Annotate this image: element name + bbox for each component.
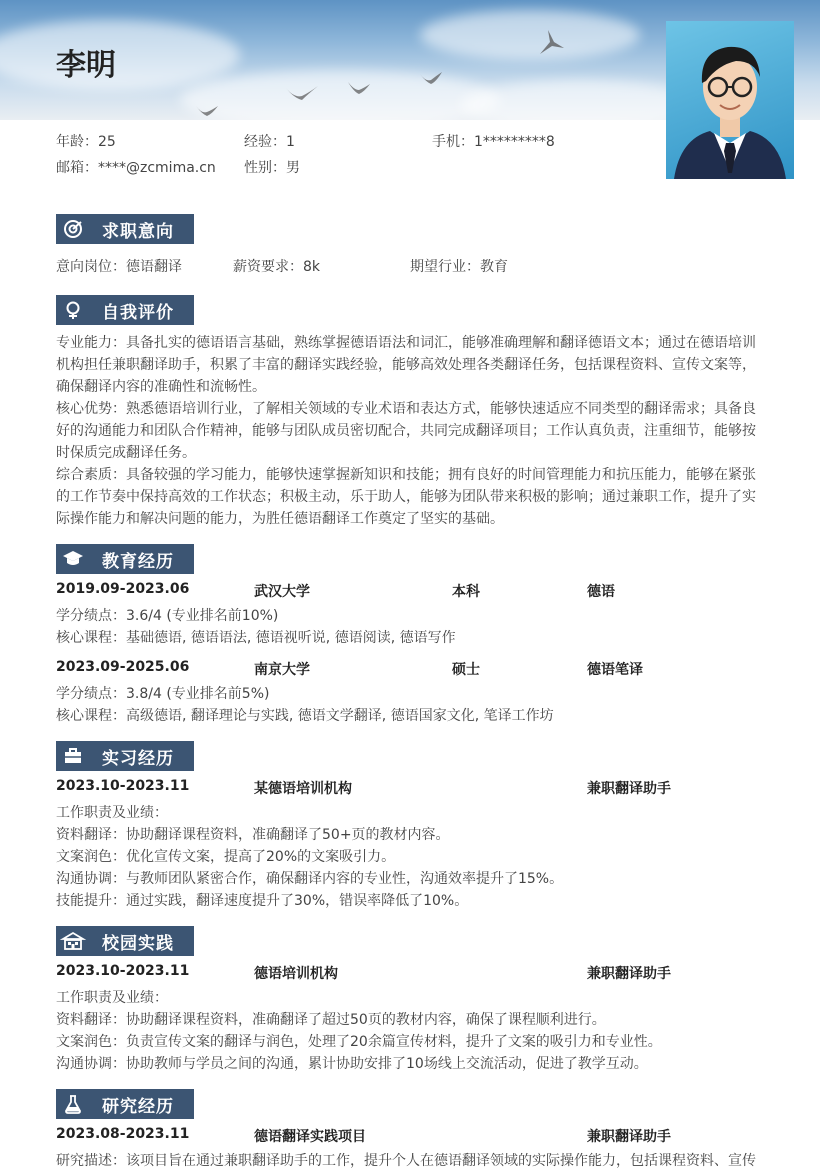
cloud-decoration bbox=[460, 80, 700, 130]
profile-photo bbox=[666, 21, 794, 179]
candidate-name: 李明 bbox=[56, 48, 116, 83]
gender-field: 性别：男 bbox=[244, 160, 300, 176]
internship-org: 某德语培训机构 bbox=[254, 781, 352, 797]
campus-line: 资料翻译：协助翻译课程资料，准确翻译了超过50页的教材内容，确保了课程顺利进行。 bbox=[56, 1012, 606, 1028]
avatar-illustration bbox=[666, 21, 794, 179]
internship-line: 文案润色：优化宣传文案，提高了20%的文案吸引力。 bbox=[56, 849, 396, 865]
campus-period: 2023.10-2023.11 bbox=[56, 963, 190, 979]
internship-line: 技能提升：通过实践，翻译速度提升了30%，错误率降低了10%。 bbox=[56, 893, 469, 909]
school-building-icon bbox=[58, 926, 88, 956]
education-school: 南京大学 bbox=[254, 662, 310, 678]
research-project: 德语翻译实践项目 bbox=[254, 1129, 366, 1145]
research-entry-header bbox=[56, 1126, 768, 1148]
section-job-intent bbox=[56, 214, 194, 244]
bird-icon bbox=[194, 104, 220, 118]
briefcase-icon bbox=[58, 741, 88, 771]
research-role: 兼职翻译助手 bbox=[587, 1129, 671, 1145]
section-title-text: 校园实践 bbox=[102, 933, 174, 954]
campus-entry-header bbox=[56, 963, 768, 985]
internship-entry-header bbox=[56, 778, 768, 800]
education-major: 德语笔译 bbox=[587, 662, 643, 678]
target-icon bbox=[58, 214, 88, 244]
internship-line: 资料翻译：协助翻译课程资料，准确翻译了50+页的教材内容。 bbox=[56, 827, 450, 843]
campus-role: 兼职翻译助手 bbox=[587, 966, 671, 982]
bird-icon bbox=[346, 80, 372, 96]
campus-line: 工作职责及业绩： bbox=[56, 990, 168, 1006]
cloud-decoration bbox=[420, 10, 640, 60]
flask-icon bbox=[58, 1089, 88, 1119]
section-title-text: 研究经历 bbox=[102, 1096, 174, 1117]
section-education bbox=[56, 544, 194, 574]
section-title-text: 自我评价 bbox=[102, 302, 174, 323]
education-major: 德语 bbox=[587, 584, 615, 600]
section-campus-practice bbox=[56, 926, 194, 956]
cloud-decoration bbox=[180, 70, 500, 130]
education-period: 2023.09-2025.06 bbox=[56, 659, 190, 675]
research-description: 研究描述：该项目旨在通过兼职翻译助手的工作，提升个人在德语翻译领域的实际操作能力，包括课程资料、宣传 bbox=[56, 1153, 756, 1169]
research-period: 2023.08-2023.11 bbox=[56, 1126, 190, 1142]
internship-period: 2023.10-2023.11 bbox=[56, 778, 190, 794]
bird-icon bbox=[418, 70, 444, 86]
education-period: 2019.09-2023.06 bbox=[56, 581, 190, 597]
internship-line: 工作职责及业绩： bbox=[56, 805, 168, 821]
section-research bbox=[56, 1089, 194, 1119]
education-degree: 本科 bbox=[452, 584, 480, 600]
experience-field: 经验：1 bbox=[244, 134, 295, 150]
intent-industry: 期望行业：教育 bbox=[410, 259, 508, 275]
campus-line: 文案润色：负责宣传文案的翻译与润色，处理了20余篇宣传材料，提升了文案的吸引力和专业性。 bbox=[56, 1034, 662, 1050]
graduation-cap-icon bbox=[58, 544, 88, 574]
self-eval-strengths: 核心优势：熟悉德语培训行业，了解相关领域的专业术语和表达方式，能够快速适应不同类型的翻译需求；具备良好的沟通能力和团队合作精神，能够与团队成员密切配合，共同完成翻译项目；工作认真负责，注重细节，能够按时保质完成翻译任务。 bbox=[56, 401, 756, 461]
education-entry-header bbox=[56, 659, 768, 681]
lightbulb-icon bbox=[58, 295, 88, 325]
education-entry-header bbox=[56, 581, 768, 603]
internship-role: 兼职翻译助手 bbox=[587, 781, 671, 797]
intent-position: 意向岗位：德语翻译 bbox=[56, 259, 182, 275]
campus-org: 德语培训机构 bbox=[254, 966, 338, 982]
education-gpa: 学分绩点：3.6/4 (专业排名前10%) bbox=[56, 608, 279, 624]
education-courses: 核心课程：基础德语, 德语语法, 德语视听说, 德语阅读, 德语写作 bbox=[56, 630, 456, 646]
cloud-decoration bbox=[0, 20, 240, 90]
phone-field: 手机：1*********8 bbox=[432, 134, 555, 150]
section-title-text: 求职意向 bbox=[102, 221, 174, 242]
self-eval-overall: 综合素质：具备较强的学习能力，能够快速掌握新知识和技能；拥有良好的时间管理能力和抗压能力，能够在紧张的工作节奏中保持高效的工作状态；积极主动，乐于助人，能够为团队带来积极的影响；通过兼职工作，提升了实际操作能力和解决问题的能力，为胜任德语翻译工作奠定了坚实的基础。 bbox=[56, 467, 756, 527]
education-gpa: 学分绩点：3.8/4 (专业排名前5%) bbox=[56, 686, 270, 702]
campus-line: 沟通协调：协助教师与学员之间的沟通，累计协助安排了10场线上交流活动，促进了教学互动。 bbox=[56, 1056, 648, 1072]
intent-salary: 薪资要求：8k bbox=[233, 259, 321, 275]
education-school: 武汉大学 bbox=[254, 584, 310, 600]
internship-line: 沟通协调：与教师团队紧密合作，确保翻译内容的专业性，沟通效率提升了15%。 bbox=[56, 871, 564, 887]
education-degree: 硕士 bbox=[452, 662, 480, 678]
self-eval-professional: 专业能力：具备扎实的德语语言基础，熟练掌握德语语法和词汇，能够准确理解和翻译德语文本；通过在德语培训机构担任兼职翻译助手，积累了丰富的翻译实践经验，能够高效处理各类翻译任务，包括课程资料、宣传文案等，确保翻译内容的准确性和流畅性。 bbox=[56, 335, 756, 395]
section-title-text: 教育经历 bbox=[102, 551, 174, 572]
section-title-text: 实习经历 bbox=[102, 748, 174, 769]
bird-icon bbox=[536, 28, 568, 60]
education-courses: 核心课程：高级德语, 翻译理论与实践, 德语文学翻译, 德语国家文化, 笔译工作坊 bbox=[56, 708, 554, 724]
email-field: 邮箱：****@zcmima.cn bbox=[56, 160, 216, 176]
bird-icon bbox=[284, 84, 320, 102]
section-self-evaluation bbox=[56, 295, 194, 325]
age-field: 年龄：25 bbox=[56, 134, 116, 150]
section-internship bbox=[56, 741, 194, 771]
job-intent-row bbox=[56, 256, 768, 278]
